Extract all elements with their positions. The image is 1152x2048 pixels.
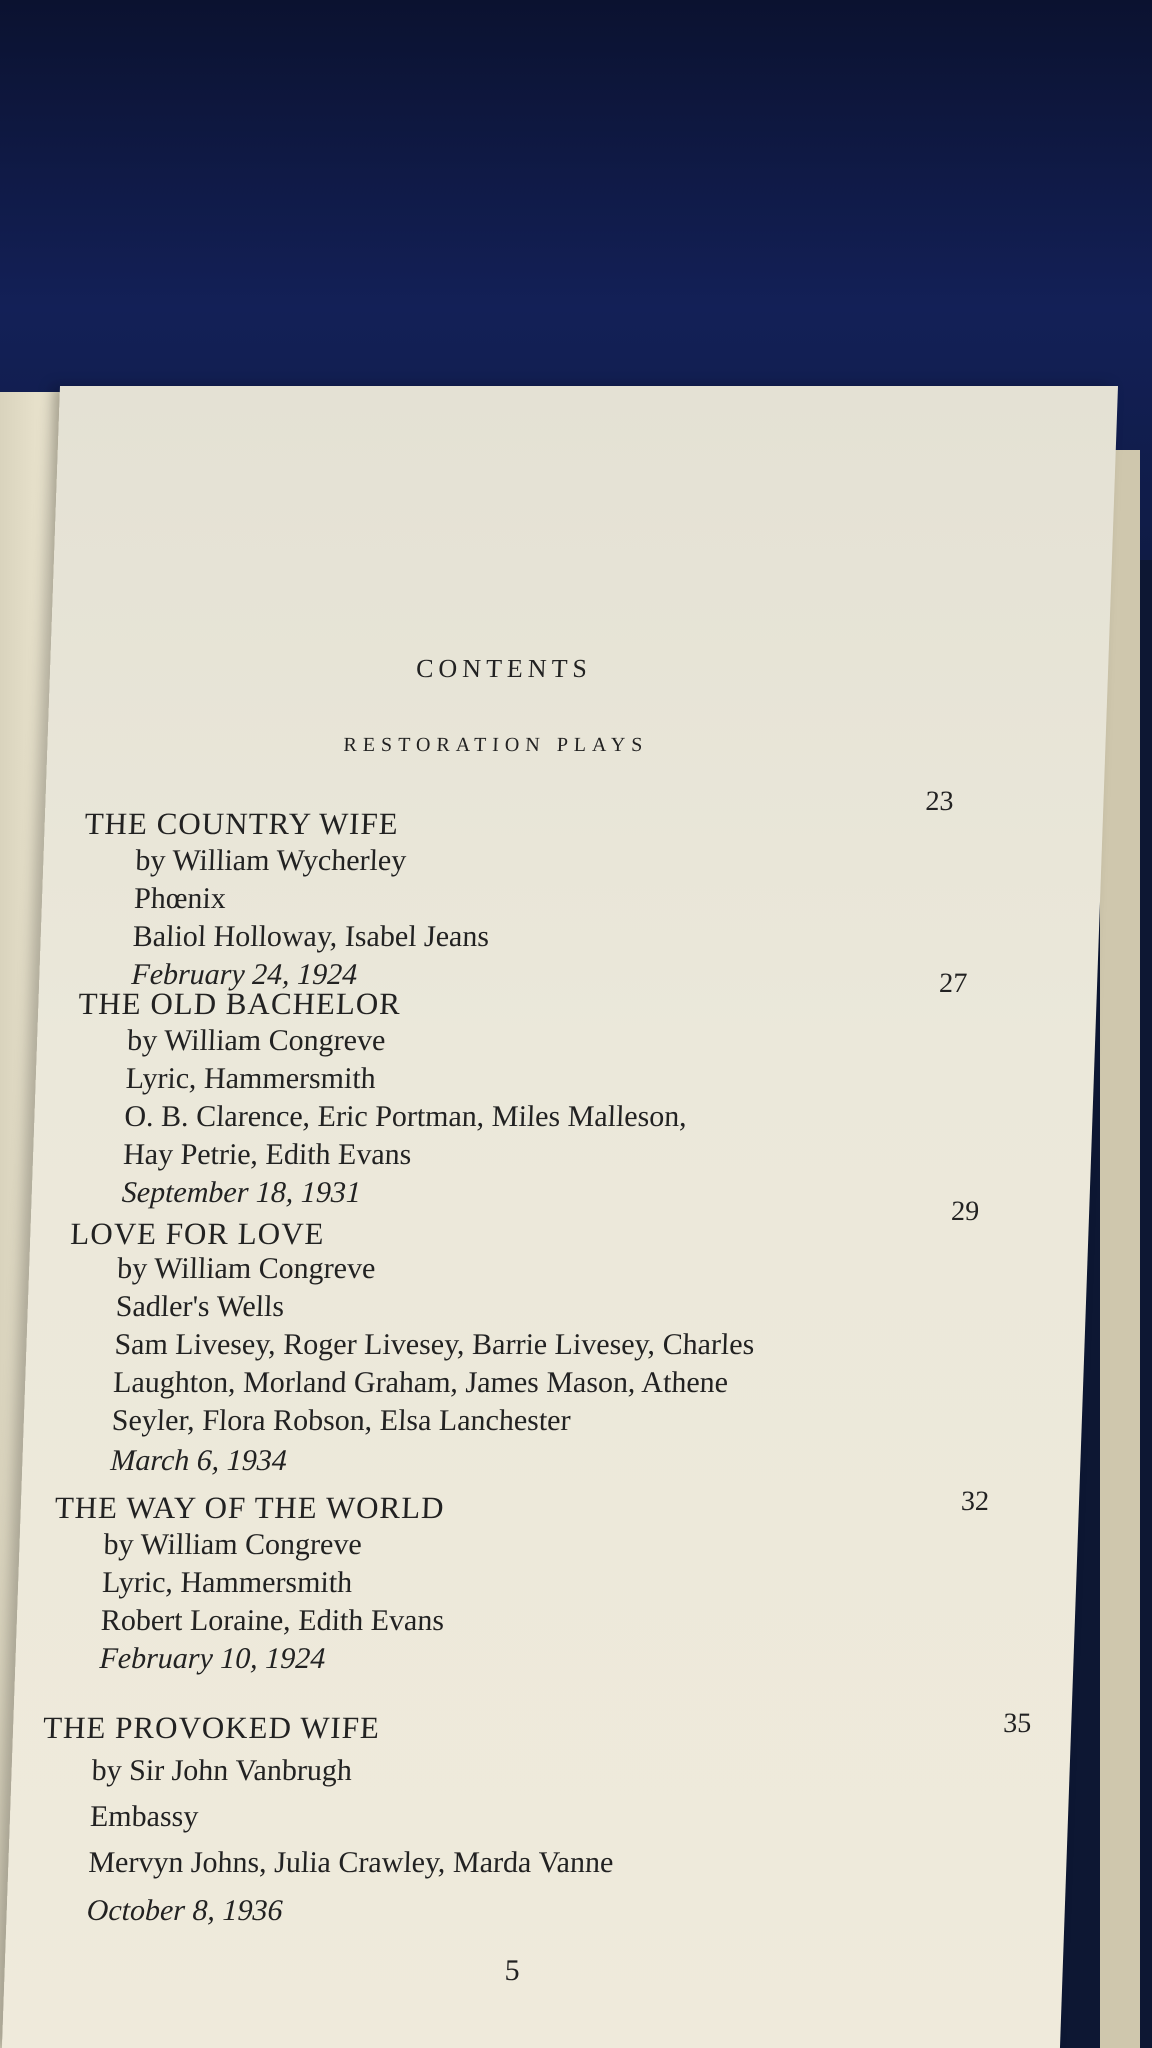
entry-page-number: 29 (950, 1196, 980, 1227)
entry-date: February 24, 1924 (130, 958, 358, 991)
entry-theatre: Lyric, Hammersmith (101, 1566, 353, 1599)
entry-title: THE OLD BACHELOR (77, 986, 402, 1021)
entry-cast: Hay Petrie, Edith Evans (122, 1138, 413, 1171)
entry-cast: Mervyn Johns, Julia Crawley, Marda Vanne (87, 1846, 614, 1879)
entry-theatre: Embassy (89, 1800, 199, 1833)
entry-author: by William Congreve (102, 1528, 363, 1561)
entry-date: September 18, 1931 (121, 1176, 362, 1209)
entry-page-number: 27 (938, 968, 968, 999)
entry-theatre: Lyric, Hammersmith (125, 1062, 377, 1095)
entry-date: February 10, 1924 (98, 1642, 326, 1675)
entry-author: by William Congreve (126, 1024, 386, 1057)
entry-title: LOVE FOR LOVE (69, 1216, 326, 1251)
entry-cast: Robert Loraine, Edith Evans (100, 1604, 445, 1637)
entry-page-number: 23 (924, 786, 955, 817)
entry-cast: O. B. Clarence, Eric Portman, Miles Malleson, (123, 1100, 688, 1133)
book-page (2, 386, 1118, 2048)
entry-date: October 8, 1936 (86, 1894, 284, 1927)
entry-date: March 6, 1934 (109, 1444, 288, 1477)
entry-author: by William Congreve (116, 1252, 376, 1285)
entry-cast: Sam Livesey, Roger Livesey, Barrie Livesey, Charles (113, 1328, 755, 1361)
page-folio-number: 5 (504, 1954, 521, 1987)
entry-cast: Seyler, Flora Robson, Elsa Lanchester (111, 1404, 572, 1437)
entry-title: THE PROVOKED WIFE (42, 1710, 381, 1745)
entry-page-number: 32 (960, 1486, 990, 1517)
contents-heading: CONTENTS (415, 654, 593, 683)
entry-theatre: Sadler's Wells (115, 1290, 285, 1323)
entry-author: by Sir John Vanbrugh (91, 1754, 353, 1787)
entry-page-number: 35 (1002, 1708, 1032, 1739)
entry-title: THE COUNTRY WIFE (84, 806, 400, 841)
entry-title: THE WAY OF THE WORLD (54, 1490, 446, 1525)
section-heading: RESTORATION PLAYS (343, 734, 649, 756)
entry-cast: Baliol Holloway, Isabel Jeans (132, 920, 490, 953)
entry-cast: Laughton, Morland Graham, James Mason, Athene (112, 1366, 729, 1399)
entry-theatre: Phœnix (133, 882, 227, 915)
entry-author: by William Wycherley (134, 844, 407, 877)
